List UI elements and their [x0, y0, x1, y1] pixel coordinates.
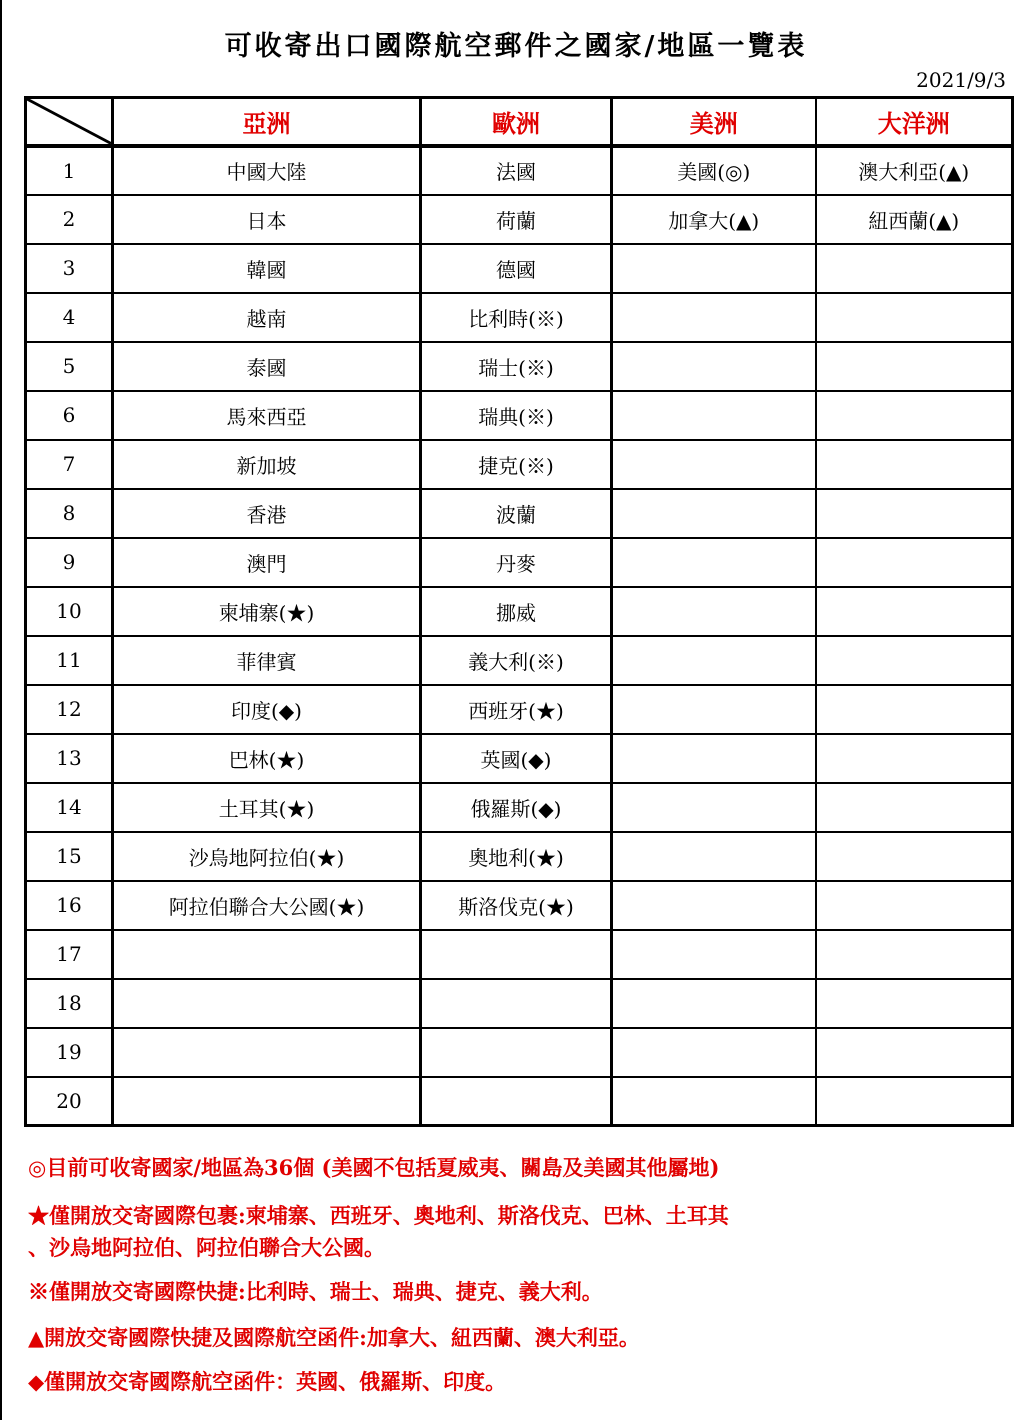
row-number-cell: 16 — [26, 881, 113, 930]
table-row — [26, 342, 1013, 391]
row-number-cell: 14 — [26, 783, 113, 832]
table-row — [26, 979, 1013, 1028]
americas-country-cell — [612, 881, 816, 930]
table-row — [26, 1077, 1013, 1126]
asia-country-cell: 土耳其(★) — [113, 783, 421, 832]
table-row — [26, 636, 1013, 685]
europe-country-cell — [421, 930, 612, 979]
oceania-country-cell — [816, 440, 1013, 489]
asia-country-cell: 日本 — [113, 195, 421, 244]
americas-country-cell — [612, 979, 816, 1028]
americas-country-cell — [612, 1028, 816, 1077]
europe-country-cell — [421, 1077, 612, 1126]
table-row — [26, 930, 1013, 979]
table-row — [26, 734, 1013, 783]
asia-country-cell: 韓國 — [113, 244, 421, 293]
row-number-cell: 10 — [26, 587, 113, 636]
country-table — [24, 96, 1014, 1127]
oceania-country-cell — [816, 293, 1013, 342]
row-number-cell: 20 — [26, 1077, 113, 1126]
oceania-country-cell — [816, 342, 1013, 391]
header-asia: 亞洲 — [113, 98, 421, 146]
europe-country-cell: 奧地利(★) — [421, 832, 612, 881]
asia-country-cell: 香港 — [113, 489, 421, 538]
row-number-cell: 18 — [26, 979, 113, 1028]
row-number-cell: 12 — [26, 685, 113, 734]
asia-country-cell: 阿拉伯聯合大公國(★) — [113, 881, 421, 930]
note-diamond: ◆僅開放交寄國際航空函件：英國、俄羅斯、印度。 — [28, 1369, 507, 1394]
europe-country-cell: 俄羅斯(◆) — [421, 783, 612, 832]
asia-country-cell — [113, 979, 421, 1028]
oceania-country-cell — [816, 881, 1013, 930]
table-row — [26, 293, 1013, 342]
note-circle: ◎目前可收寄國家/地區為36個 (美國不包括夏威夷、關島及美國其他屬地) — [28, 1155, 720, 1180]
oceania-country-cell — [816, 734, 1013, 783]
table-row — [26, 146, 1013, 195]
table-row — [26, 489, 1013, 538]
europe-country-cell: 比利時(※) — [421, 293, 612, 342]
oceania-country-cell — [816, 636, 1013, 685]
oceania-country-cell — [816, 391, 1013, 440]
europe-country-cell: 瑞士(※) — [421, 342, 612, 391]
oceania-country-cell — [816, 538, 1013, 587]
europe-country-cell: 法國 — [421, 146, 612, 195]
oceania-country-cell: 澳大利亞(▲) — [816, 146, 1013, 195]
header-americas: 美洲 — [612, 98, 816, 146]
europe-country-cell — [421, 1028, 612, 1077]
americas-country-cell — [612, 244, 816, 293]
page-title: 可收寄出口國際航空郵件之國家/地區一覽表 — [224, 31, 808, 62]
table-row — [26, 391, 1013, 440]
europe-country-cell: 荷蘭 — [421, 195, 612, 244]
row-number-cell: 17 — [26, 930, 113, 979]
note-star-line1: ★僅開放交寄國際包裹:柬埔寨、西班牙、奧地利、斯洛伐克、巴林、土耳其 — [28, 1203, 729, 1228]
note-reference-mark: ※僅開放交寄國際快捷:比利時、瑞士、瑞典、捷克、義大利。 — [28, 1279, 603, 1304]
asia-country-cell: 中國大陸 — [113, 146, 421, 195]
europe-country-cell: 波蘭 — [421, 489, 612, 538]
americas-country-cell — [612, 342, 816, 391]
asia-country-cell — [113, 1077, 421, 1126]
header-europe: 歐洲 — [421, 98, 612, 146]
table-body — [26, 146, 1013, 1126]
diagonal-line — [27, 99, 111, 144]
americas-country-cell — [612, 734, 816, 783]
asia-country-cell: 柬埔寨(★) — [113, 587, 421, 636]
table-row — [26, 195, 1013, 244]
row-number-cell: 1 — [26, 146, 113, 195]
asia-country-cell: 越南 — [113, 293, 421, 342]
americas-country-cell — [612, 587, 816, 636]
oceania-country-cell — [816, 979, 1013, 1028]
row-number-cell: 6 — [26, 391, 113, 440]
americas-country-cell — [612, 930, 816, 979]
table-row — [26, 685, 1013, 734]
americas-country-cell — [612, 391, 816, 440]
europe-country-cell: 西班牙(★) — [421, 685, 612, 734]
asia-country-cell: 印度(◆) — [113, 685, 421, 734]
row-number-cell: 13 — [26, 734, 113, 783]
asia-country-cell: 澳門 — [113, 538, 421, 587]
corner-diagonal-cell — [26, 98, 113, 146]
asia-country-cell: 菲律賓 — [113, 636, 421, 685]
americas-country-cell — [612, 538, 816, 587]
oceania-country-cell — [816, 1077, 1013, 1126]
table-header-row — [26, 98, 1013, 146]
europe-country-cell: 英國(◆) — [421, 734, 612, 783]
row-number-cell: 5 — [26, 342, 113, 391]
table-row — [26, 538, 1013, 587]
row-number-cell: 19 — [26, 1028, 113, 1077]
americas-country-cell — [612, 832, 816, 881]
row-number-cell: 4 — [26, 293, 113, 342]
oceania-country-cell — [816, 930, 1013, 979]
americas-country-cell — [612, 685, 816, 734]
asia-country-cell: 泰國 — [113, 342, 421, 391]
europe-country-cell — [421, 979, 612, 1028]
row-number-cell: 7 — [26, 440, 113, 489]
americas-country-cell: 加拿大(▲) — [612, 195, 816, 244]
row-number-cell: 3 — [26, 244, 113, 293]
europe-country-cell: 挪威 — [421, 587, 612, 636]
asia-country-cell: 馬來西亞 — [113, 391, 421, 440]
americas-country-cell — [612, 489, 816, 538]
oceania-country-cell — [816, 685, 1013, 734]
header-oceania: 大洋洲 — [816, 98, 1013, 146]
table-row — [26, 832, 1013, 881]
note-star-line2: 、沙烏地阿拉伯、阿拉伯聯合大公國。 — [28, 1235, 385, 1260]
europe-country-cell: 瑞典(※) — [421, 391, 612, 440]
note-triangle: ▲開放交寄國際快捷及國際航空函件:加拿大、紐西蘭、澳大利亞。 — [28, 1325, 640, 1350]
americas-country-cell — [612, 636, 816, 685]
europe-country-cell: 斯洛伐克(★) — [421, 881, 612, 930]
table-row — [26, 881, 1013, 930]
oceania-country-cell — [816, 489, 1013, 538]
row-number-cell: 11 — [26, 636, 113, 685]
europe-country-cell: 義大利(※) — [421, 636, 612, 685]
table-row — [26, 244, 1013, 293]
table-row — [26, 1028, 1013, 1077]
table-row — [26, 783, 1013, 832]
europe-country-cell: 捷克(※) — [421, 440, 612, 489]
oceania-country-cell — [816, 587, 1013, 636]
row-number-cell: 9 — [26, 538, 113, 587]
asia-country-cell — [113, 1028, 421, 1077]
americas-country-cell — [612, 293, 816, 342]
asia-country-cell: 沙烏地阿拉伯(★) — [113, 832, 421, 881]
oceania-country-cell — [816, 1028, 1013, 1077]
oceania-country-cell: 紐西蘭(▲) — [816, 195, 1013, 244]
americas-country-cell: 美國(◎) — [612, 146, 816, 195]
oceania-country-cell — [816, 244, 1013, 293]
asia-country-cell — [113, 930, 421, 979]
oceania-country-cell — [816, 832, 1013, 881]
americas-country-cell — [612, 1077, 816, 1126]
document-date: 2021/9/3 — [916, 68, 1006, 92]
europe-country-cell: 丹麥 — [421, 538, 612, 587]
europe-country-cell: 德國 — [421, 244, 612, 293]
oceania-country-cell — [816, 783, 1013, 832]
row-number-cell: 15 — [26, 832, 113, 881]
table-row — [26, 440, 1013, 489]
page-left-border — [0, 0, 2, 1420]
asia-country-cell: 巴林(★) — [113, 734, 421, 783]
table-row — [26, 587, 1013, 636]
row-number-cell: 8 — [26, 489, 113, 538]
asia-country-cell: 新加坡 — [113, 440, 421, 489]
americas-country-cell — [612, 440, 816, 489]
americas-country-cell — [612, 783, 816, 832]
row-number-cell: 2 — [26, 195, 113, 244]
